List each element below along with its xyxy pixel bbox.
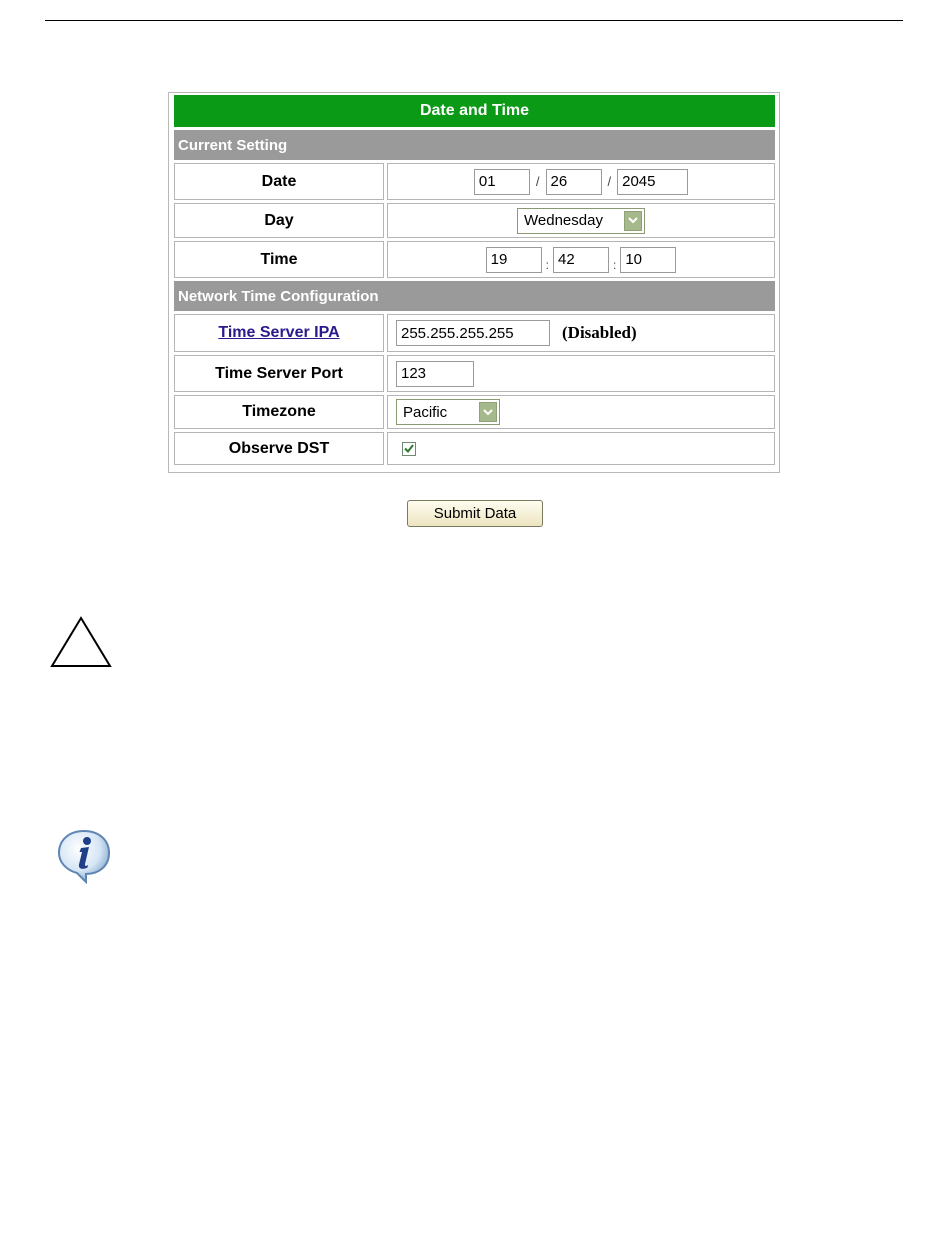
timezone-select-value: Pacific	[403, 403, 448, 421]
section-network-time: Network Time Configuration	[174, 281, 775, 311]
server-port-input[interactable]: 123	[396, 361, 474, 387]
info-bubble-icon	[56, 828, 112, 884]
date-value-cell	[387, 163, 775, 200]
server-port-row	[174, 355, 775, 392]
warning-triangle-icon	[50, 616, 112, 668]
time-hour-input[interactable]: 19	[486, 247, 542, 273]
day-value-cell	[387, 203, 775, 238]
timezone-select[interactable]	[396, 399, 500, 425]
date-label: Date	[174, 163, 384, 200]
chevron-down-icon[interactable]	[624, 211, 642, 231]
day-label: Day	[174, 203, 384, 238]
server-ipa-row	[174, 314, 775, 352]
date-separator: /	[607, 174, 612, 189]
page-top-rule	[45, 20, 903, 21]
time-value-cell	[387, 241, 775, 278]
dst-value-cell	[387, 432, 775, 465]
time-second-input[interactable]: 10	[620, 247, 676, 273]
server-ipa-input[interactable]: 255.255.255.255	[396, 320, 550, 346]
dst-label: Observe DST	[174, 432, 384, 465]
server-ipa-label-cell	[174, 314, 384, 352]
date-row	[174, 163, 775, 200]
time-label: Time	[174, 241, 384, 278]
dst-checkbox[interactable]	[402, 442, 416, 456]
date-time-panel	[168, 92, 780, 473]
time-separator: :	[545, 257, 549, 272]
date-month-input[interactable]: 01	[474, 169, 530, 195]
timezone-label: Timezone	[174, 395, 384, 429]
server-ipa-status: (Disabled)	[562, 323, 637, 342]
timezone-row	[174, 395, 775, 429]
date-year-input[interactable]: 2045	[617, 169, 688, 195]
date-separator: /	[535, 174, 540, 189]
panel-title: Date and Time	[174, 95, 775, 127]
time-row	[174, 241, 775, 278]
server-port-value-cell	[387, 355, 775, 392]
dst-row	[174, 432, 775, 465]
server-ipa-link[interactable]: Time Server IPA	[218, 324, 340, 341]
day-select[interactable]	[517, 208, 645, 234]
date-day-input[interactable]: 26	[546, 169, 602, 195]
chevron-down-icon[interactable]	[479, 402, 497, 422]
submit-data-button[interactable]: Submit Data	[407, 500, 543, 527]
time-minute-input[interactable]: 42	[553, 247, 609, 273]
check-icon	[404, 444, 414, 453]
day-select-value: Wednesday	[524, 212, 603, 229]
server-port-label: Time Server Port	[174, 355, 384, 392]
day-row	[174, 203, 775, 238]
timezone-value-cell	[387, 395, 775, 429]
time-separator: :	[613, 257, 617, 272]
section-current-setting: Current Setting	[174, 130, 775, 160]
server-ipa-value-cell	[387, 314, 775, 352]
